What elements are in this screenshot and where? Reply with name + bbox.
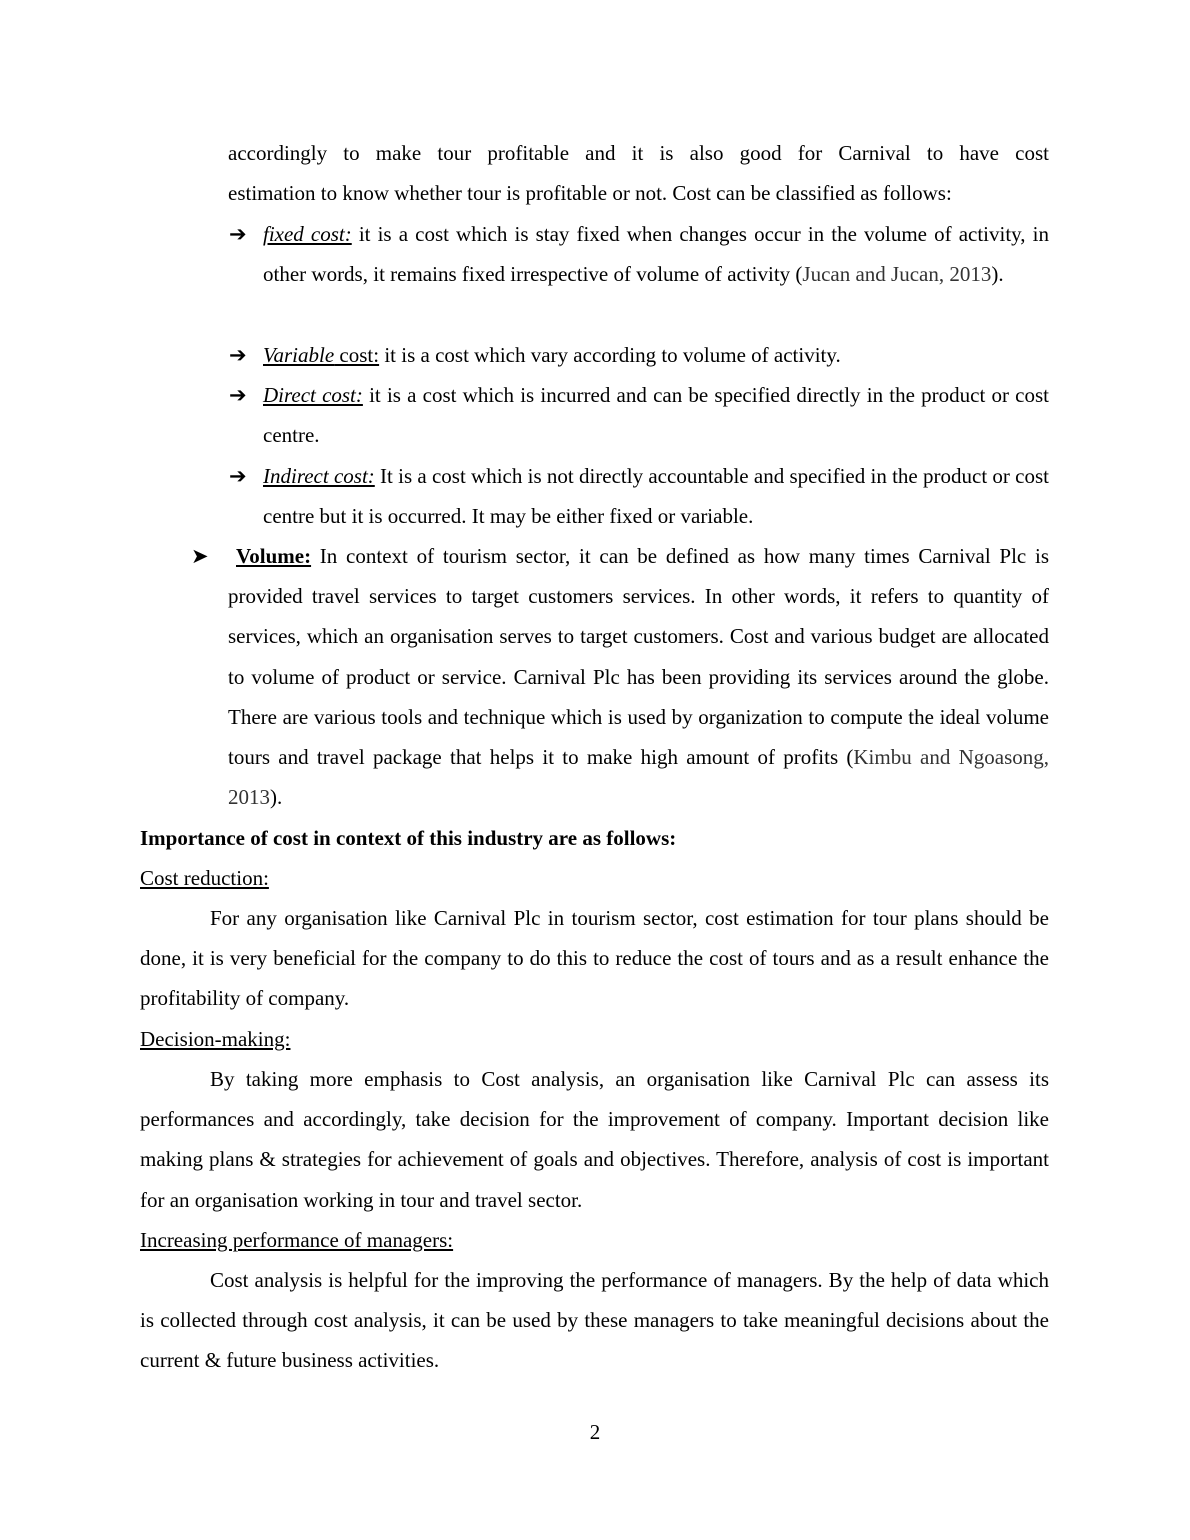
citation-kimbu: Kimbu and Ngoasong, 2013	[228, 745, 1049, 810]
importance-heading: Importance of cost in context of this industry are as follows:	[140, 826, 677, 850]
term-variable-cost: Variable cost:	[263, 343, 380, 367]
section-heading-cost-reduction: Cost reduction:	[140, 866, 269, 890]
section-heading-decision-making: Decision-making:	[140, 1027, 291, 1051]
list-item-fixed-cost: fixed cost: it is a cost which is stay fixed when changes occur in the volume of activity, in other words, it remains fixed irrespective of volume of activity (Jucan and Jucan, 2013).	[263, 222, 1049, 287]
section-heading-managers: Increasing performance of managers:	[140, 1228, 454, 1252]
term-volume: Volume:	[236, 544, 312, 568]
list-item-indirect-cost: Indirect cost: It is a cost which is not directly accountable and specified in the product or cost centre but it is occurred. It may be either fixed or variable.	[263, 464, 1049, 529]
list-item-direct-cost: Direct cost: it is a cost which is incurred and can be specified directly in the product or cost centre.	[263, 383, 1049, 448]
arrow-bullet-icon: ➔	[229, 222, 247, 246]
section-body-decision-making: By taking more emphasis to Cost analysis, an organisation like Carnival Plc can assess its performances and accordingly, take decision for the improvement of company. Important decision like making plans & strategies for achievement of goals and objectives. Therefore, analysis of cost is important for an organisation working in tour and travel sector.	[140, 1067, 1049, 1212]
section-body-managers: Cost analysis is helpful for the improving the performance of managers. By the help of data which is collected through cost analysis, it can be used by these managers to take meaningful decisions about the current & future business activities.	[140, 1268, 1049, 1373]
arrow-bullet-icon: ➔	[229, 343, 247, 367]
list-item-volume: Volume: In context of tourism sector, it can be defined as how many times Carnival Plc is provided travel services to target customers services. In other words, it refers to quantity of services, which an organisation serves to target customers. Cost and various budget are allocated to volume of product or service. Carnival Plc has been providing its services around the globe. There are various tools and technique which is used by organization to compute the ideal volume tours and travel package that helps it to make high amount of profits (Kimbu and Ngoasong, 2013).	[228, 544, 1049, 810]
intro-line-2: estimation to know whether tour is profitable or not. Cost can be classified as follows:	[228, 181, 952, 205]
term-indirect-cost: Indirect cost:	[263, 464, 375, 488]
list-item-variable-cost: Variable cost: it is a cost which vary according to volume of activity.	[263, 343, 841, 367]
arrow-bullet-icon: ➔	[229, 383, 247, 407]
term-fixed-cost: fixed cost:	[263, 222, 352, 246]
arrowhead-bullet-icon: ➤	[191, 544, 209, 568]
arrow-bullet-icon: ➔	[229, 464, 247, 488]
section-body-cost-reduction: For any organisation like Carnival Plc in tourism sector, cost estimation for tour plans should be done, it is very beneficial for the company to do this to reduce the cost of tours and as a result enhance the profitability of company.	[140, 906, 1049, 1011]
term-direct-cost: Direct cost:	[263, 383, 363, 407]
citation-jucan: Jucan and Jucan, 2013	[802, 262, 992, 287]
page-number: 2	[589, 1420, 601, 1444]
intro-line-1: accordingly to make tour profitable and it is also good for Carnival to have cost	[228, 141, 1049, 165]
